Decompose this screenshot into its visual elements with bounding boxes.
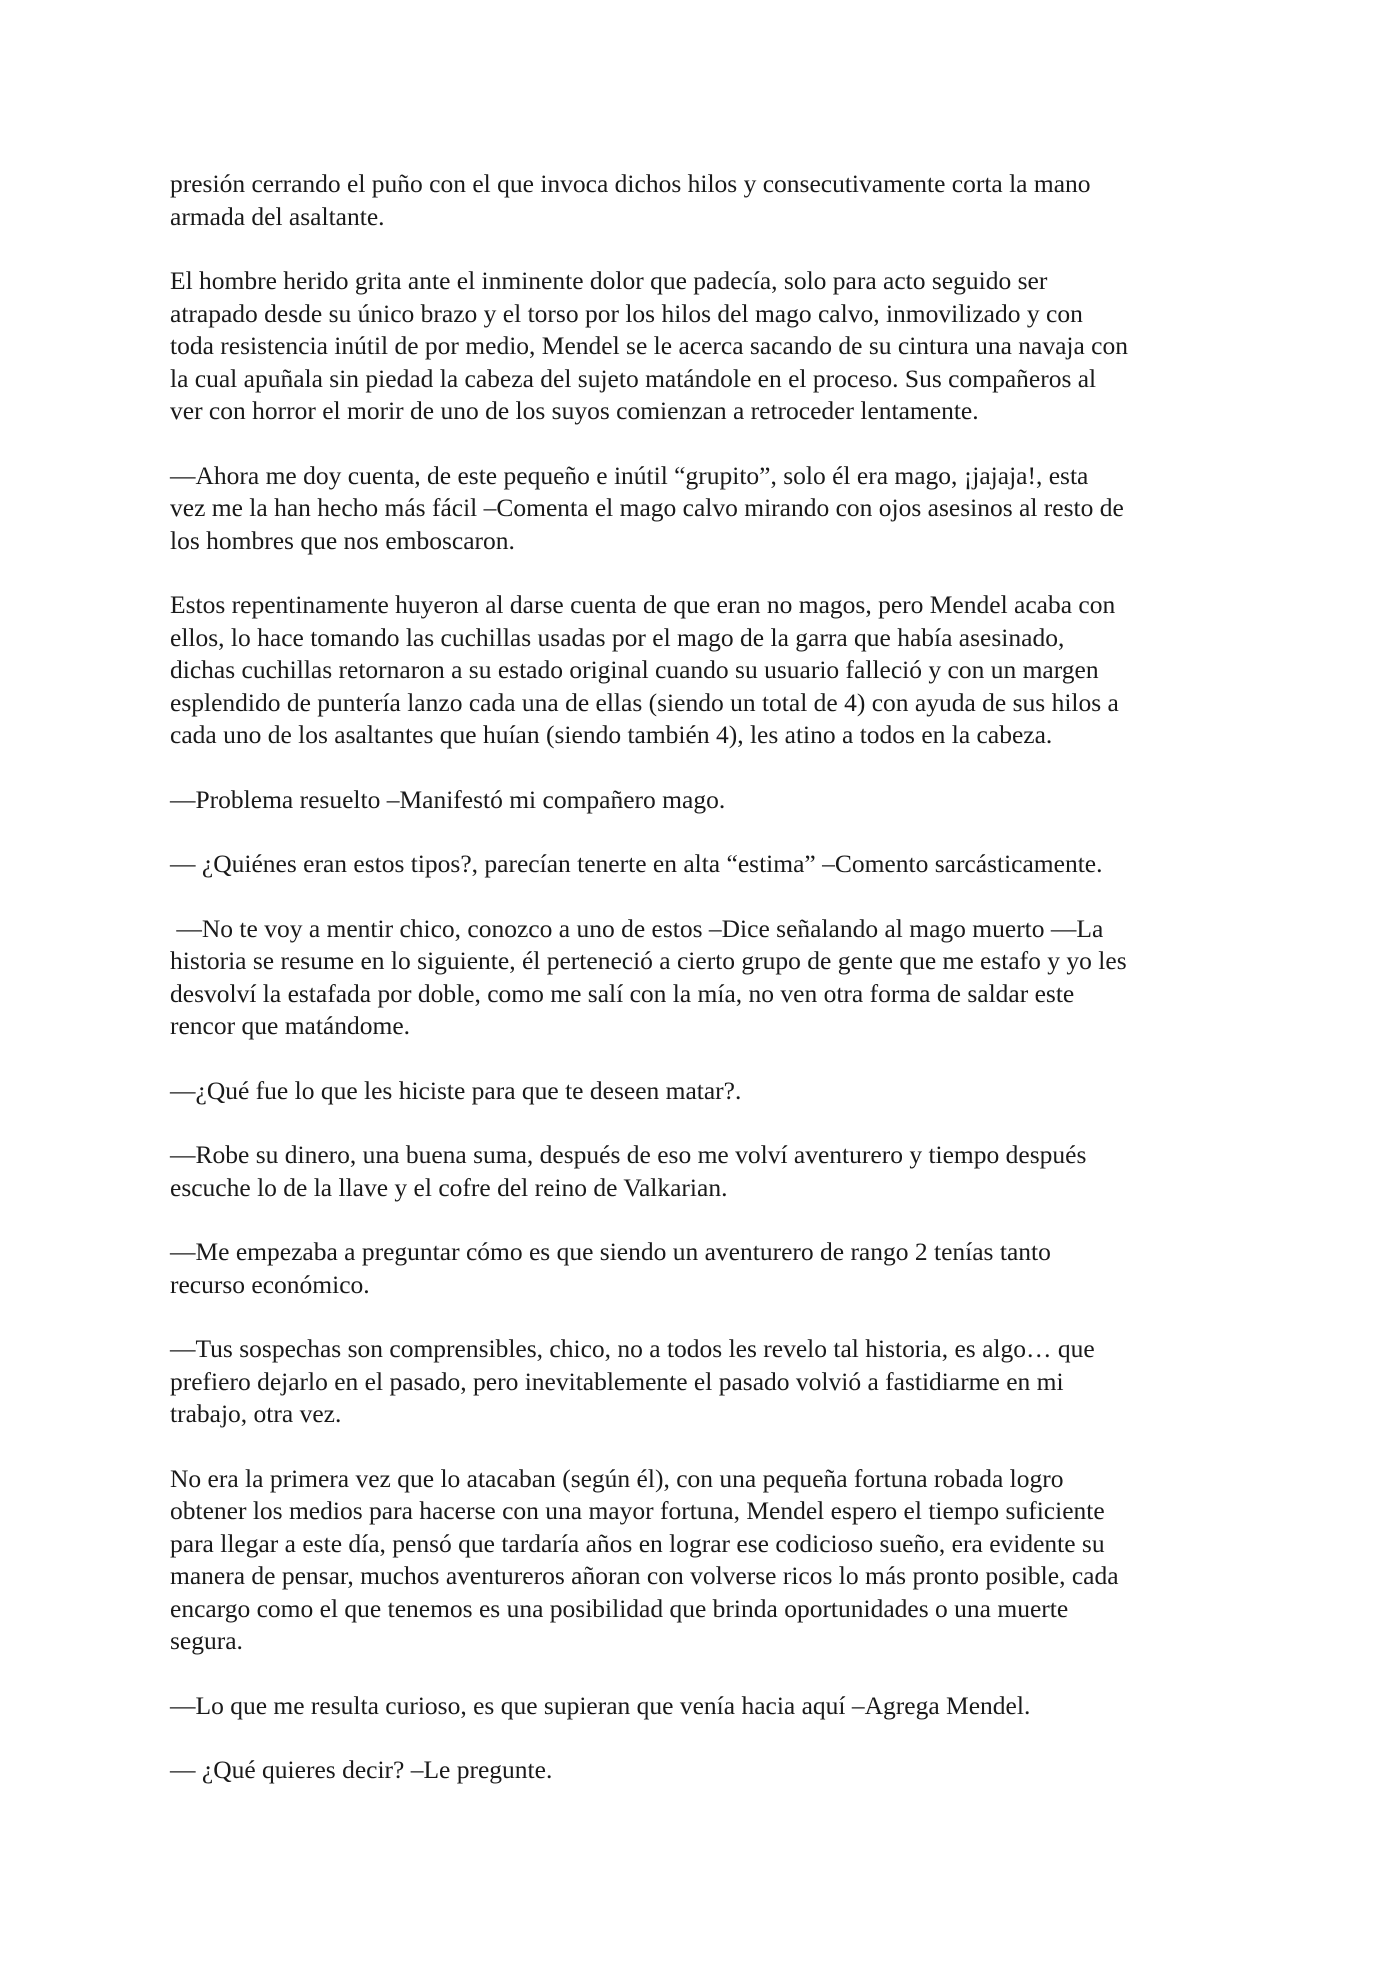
document-body (170, 168, 1234, 1819)
paragraph: No era la primera vez que lo atacaban (según él), con una pequeña fortuna robada logro obtener los medios para hacerse con una mayor fortuna, Mendel espero el tiempo suficiente para llegar a este día, pensó que tardaría años en lograr ese codicioso sueño, era evidente su manera de pensar, muchos aventureros añoran con volverse ricos lo más pronto posible, cada encargo como el que tenemos es una posibilidad que brinda oportunidades o una muerte segura. (170, 1463, 1119, 1655)
paragraph: —Lo que me resulta curioso, es que supieran que venía hacia aquí –Agrega Mendel. (170, 1690, 1031, 1720)
paragraph: — ¿Quiénes eran estos tipos?, parecían tenerte en alta “estima” –Comento sarcásticamente. (170, 849, 1103, 878)
paragraph: Estos repentinamente huyeron al darse cuenta de que eran no magos, pero Mendel acaba con ellos, lo hace tomando las cuchillas usadas por el mago de la garra que había asesinado, dichas cuchillas retornaron a su estado original cuando su usuario falleció y con un margen esplendido de puntería lanzo cada una de ellas (siendo un total de 4) con ayuda de sus hilos a cada uno de los asaltantes que huían (siendo también 4), les atino a todos en la cabeza. (170, 590, 1119, 749)
paragraph: — ¿Qué quieres decir? –Le pregunte. (170, 1755, 553, 1784)
paragraph: —No te voy a mentir chico, conozco a uno de estos –Dice señalando al mago muerto —La historia se resume en lo siguiente, él perteneció a cierto grupo de gente que me estafo y yo les desvolví la estafada por doble, como me salí con la mía, no ven otra forma de saldar este rencor que matándome. (170, 913, 1127, 1040)
paragraph: —Tus sospechas son comprensibles, chico, no a todos les revelo tal historia, es algo… que prefiero dejarlo en el pasado, pero inevitablemente el pasado volvió a fastidiarme en mi trabajo, otra vez. (170, 1334, 1095, 1428)
paragraph: —¿Qué fue lo que les hiciste para que te deseen matar?. (170, 1075, 742, 1105)
paragraph: —Problema resuelto –Manifestó mi compañero mago. (170, 784, 726, 814)
paragraph: —Me empezaba a preguntar cómo es que siendo un aventurero de rango 2 tenías tanto recurso económico. (170, 1237, 1051, 1299)
paragraph: El hombre herido grita ante el inminente dolor que padecía, solo para acto seguido ser atrapado desde su único brazo y el torso por los hilos del mago calvo, inmovilizado y con toda resistencia inútil de por medio, Mendel se le acerca sacando de su cintura una navaja con la cual apuñala sin piedad la cabeza del sujeto matándole en el proceso. Sus compañeros al ver con horror el morir de uno de los suyos comienzan a retroceder lentamente. (170, 266, 1128, 425)
paragraph: —Robe su dinero, una buena suma, después de eso me volví aventurero y tiempo después escuche lo de la llave y el cofre del reino de Valkarian. (170, 1140, 1087, 1202)
paragraph: —Ahora me doy cuenta, de este pequeño e inútil “grupito”, solo él era mago, ¡jajaja!, esta vez me la han hecho más fácil –Comenta el mago calvo mirando con ojos asesinos al resto de los hombres que nos emboscaron. (170, 460, 1124, 555)
paragraph: presión cerrando el puño con el que invoca dichos hilos y consecutivamente corta la mano armada del asaltante. (170, 169, 1091, 231)
